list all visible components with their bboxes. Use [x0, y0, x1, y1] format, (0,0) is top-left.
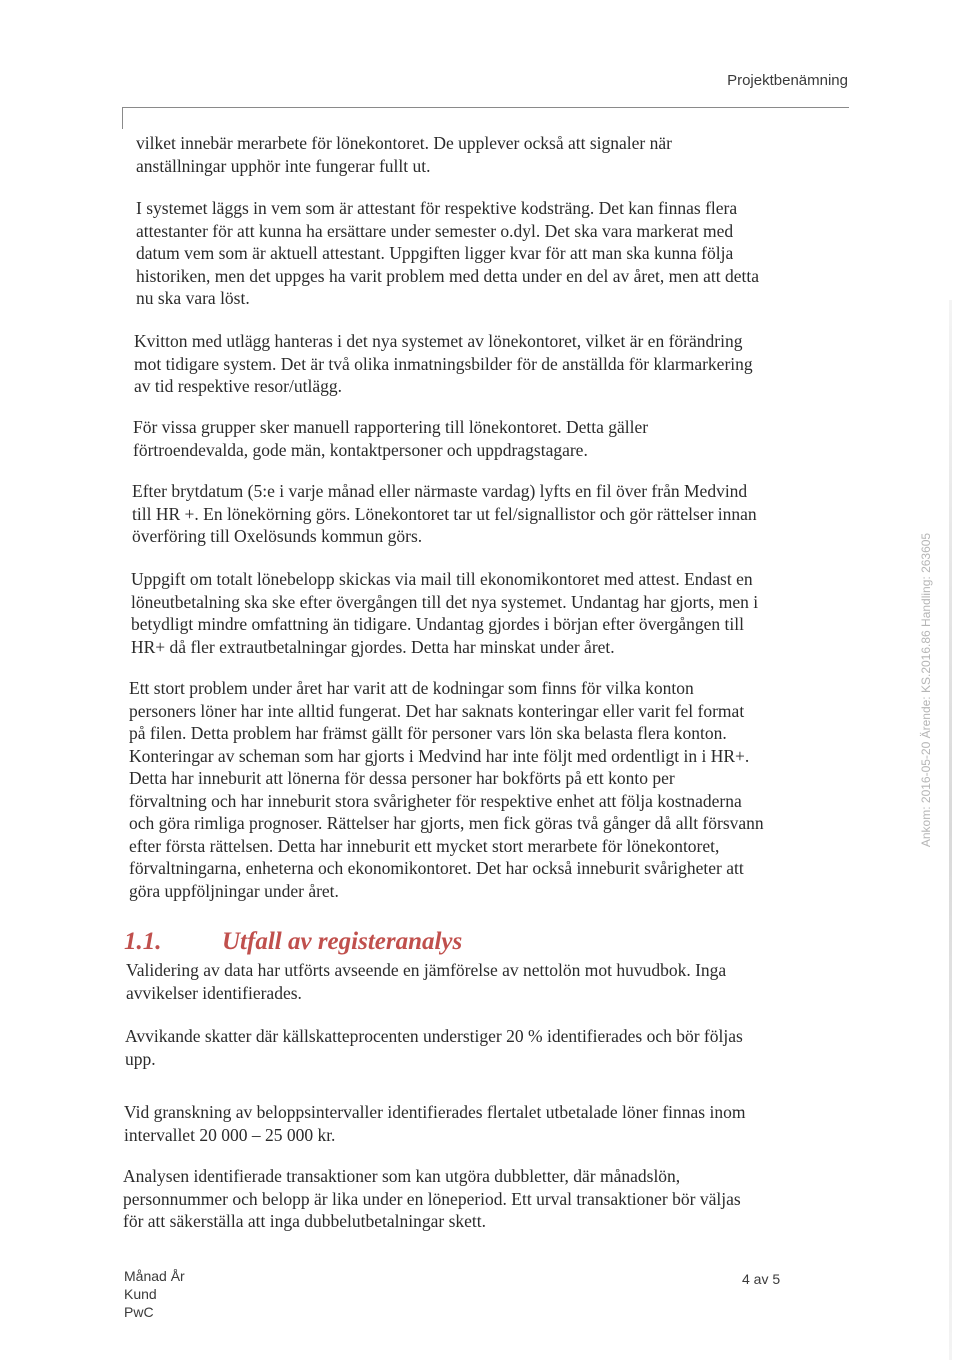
- paragraph-10: [124, 1101, 745, 1146]
- paragraph-8: [126, 959, 726, 1004]
- text-line: mot tidigare system. Det är två olika inmatningsbilder för de anställda för klarmarkering: [134, 353, 753, 374]
- text-line: avvikelser identifierades.: [126, 982, 302, 1003]
- header-project-title: Projektbenämning: [727, 72, 848, 89]
- text-line: Validering av data har utförts avseende en jämförelse av nettolön mot huvudbok. Inga: [126, 960, 727, 980]
- text-line: Avvikande skatter där källskatteprocenten understiger 20 % identifierades och bör följas: [125, 1026, 743, 1046]
- text-line: personnummer och belopp är lika under en löneperiod. Ett urval transaktioner bör väljas: [123, 1188, 741, 1209]
- text-line: löneutbetalning ska ske efter övergången till det nya systemet. Undantag har gjorts, men i: [131, 591, 759, 612]
- text-line: Uppgift om totalt lönebelopp skickas via mail till ekonomikontoret med attest. Endast en: [131, 569, 753, 589]
- paragraph-1: [136, 132, 672, 177]
- text-line: på filen. Detta problem har främst gällt för personer vars lön ska belasta flera konton.: [129, 723, 727, 743]
- paragraph-9: [125, 1025, 743, 1070]
- text-line: betydligt mindre omfattning än tidigare. Undantag gjordes i början efter övergången till: [131, 614, 744, 634]
- text-line: Efter brytdatum (5:e i varje månad eller närmaste vardag) lyfts en fil över från Medvind: [132, 481, 748, 501]
- section-number: 1.1.: [124, 928, 162, 955]
- paragraph-3: [134, 330, 753, 398]
- text-line: Ett stort problem under året har varit att de kodningar som finns för vilka konton: [129, 678, 694, 698]
- paragraph-6: [131, 568, 758, 658]
- text-line: anställningar upphör inte fungerar fullt ut.: [136, 155, 431, 176]
- paragraph-11: [123, 1165, 741, 1233]
- header-rule: [122, 107, 849, 108]
- received-stamp: Ankom: 2016-05-20 Ärende: KS.2016.86 Handling: 263605: [919, 532, 933, 848]
- footer-info: [124, 1267, 185, 1321]
- text-line: överföring till Oxelösunds kommun görs.: [132, 526, 423, 546]
- text-line: historiken, men det uppges ha varit problem med detta under en del av året, men att detta: [136, 265, 759, 286]
- header-rule-tick: [122, 107, 123, 129]
- text-line: attestanter för att kunna ha ersättare under semester o.dyl. Det ska vara markerat med: [136, 220, 734, 241]
- text-line: förvaltningarna, enheterna och ekonomikontoret. Det har också inneburit svårigheter att: [129, 858, 744, 878]
- text-line: förtroendevalda, gode män, kontaktpersoner och uppdragstagare.: [133, 439, 588, 460]
- paragraph-5: [132, 480, 757, 548]
- text-line: För vissa grupper sker manuell rapportering till lönekontoret. Detta gäller: [133, 417, 649, 437]
- paragraph-2: [136, 197, 759, 310]
- paragraph-7: [129, 677, 764, 902]
- section-heading: [124, 928, 462, 956]
- scan-edge-shadow: [949, 300, 952, 1360]
- text-line: förvaltning och har inneburit stora svårigheter för respektive enhet att följa kostnaderna: [129, 790, 742, 811]
- text-line: för att säkerställa att inga dubbelutbetalningar skett.: [123, 1211, 487, 1231]
- page-number: 4 av 5: [742, 1271, 781, 1287]
- footer-line: Kund: [124, 1286, 157, 1302]
- paragraph-4: [133, 416, 648, 461]
- footer-line: PwC: [124, 1304, 154, 1320]
- text-line: HR+ då fler extrautbetalningar gjordes. Detta har minskat under året.: [131, 636, 615, 657]
- text-line: intervallet 20 000 – 25 000 kr.: [124, 1124, 336, 1145]
- text-line: I systemet läggs in vem som är attestant för respektive kodsträng. Det kan finnas flera: [136, 198, 738, 218]
- text-line: Detta har inneburit att lönerna för dessa personer har bokförts på ett konto per: [129, 768, 675, 788]
- text-line: Analysen identifierade transaktioner som kan utgöra dubbletter, där månadslön,: [123, 1166, 681, 1186]
- text-line: Vid granskning av beloppsintervaller identifierades flertalet utbetalade löner finnas inom: [124, 1102, 746, 1122]
- footer-line: Månad År: [124, 1268, 185, 1284]
- text-line: upp.: [125, 1048, 156, 1069]
- section-title: Utfall av registeranalys: [222, 928, 463, 955]
- text-line: till HR +. En lönekörning görs. Lönekontoret tar ut fel/signallistor och gör rättelser innan: [132, 503, 757, 524]
- text-line: och göra rimliga prognoser. Rättelser har gjorts, men fick göras två gånger då allt försvann: [129, 813, 764, 833]
- text-line: Konteringar av scheman som har gjorts i Medvind har inte följt med ordentligt in i HR+.: [129, 745, 750, 766]
- text-line: av tid respektive resor/utlägg.: [134, 376, 342, 396]
- text-line: göra uppföljningar under året.: [129, 880, 339, 901]
- text-line: nu ska vara löst.: [136, 288, 250, 308]
- text-line: datum vem som är aktuell attestant. Uppgiften ligger kvar för att man ska kunna följa: [136, 243, 734, 263]
- text-line: Kvitton med utlägg hanteras i det nya systemet av lönekontoret, vilket är en förändring: [134, 331, 743, 351]
- text-line: efter första rättelsen. Detta har inneburit ett mycket stort merarbete för lönekontoret,: [129, 835, 720, 856]
- text-line: vilket innebär merarbete för lönekontoret. De upplever också att signaler när: [136, 133, 672, 153]
- text-line: personers löner har inte alltid fungerat. Det har saknats konteringar eller varit fel format: [129, 700, 745, 721]
